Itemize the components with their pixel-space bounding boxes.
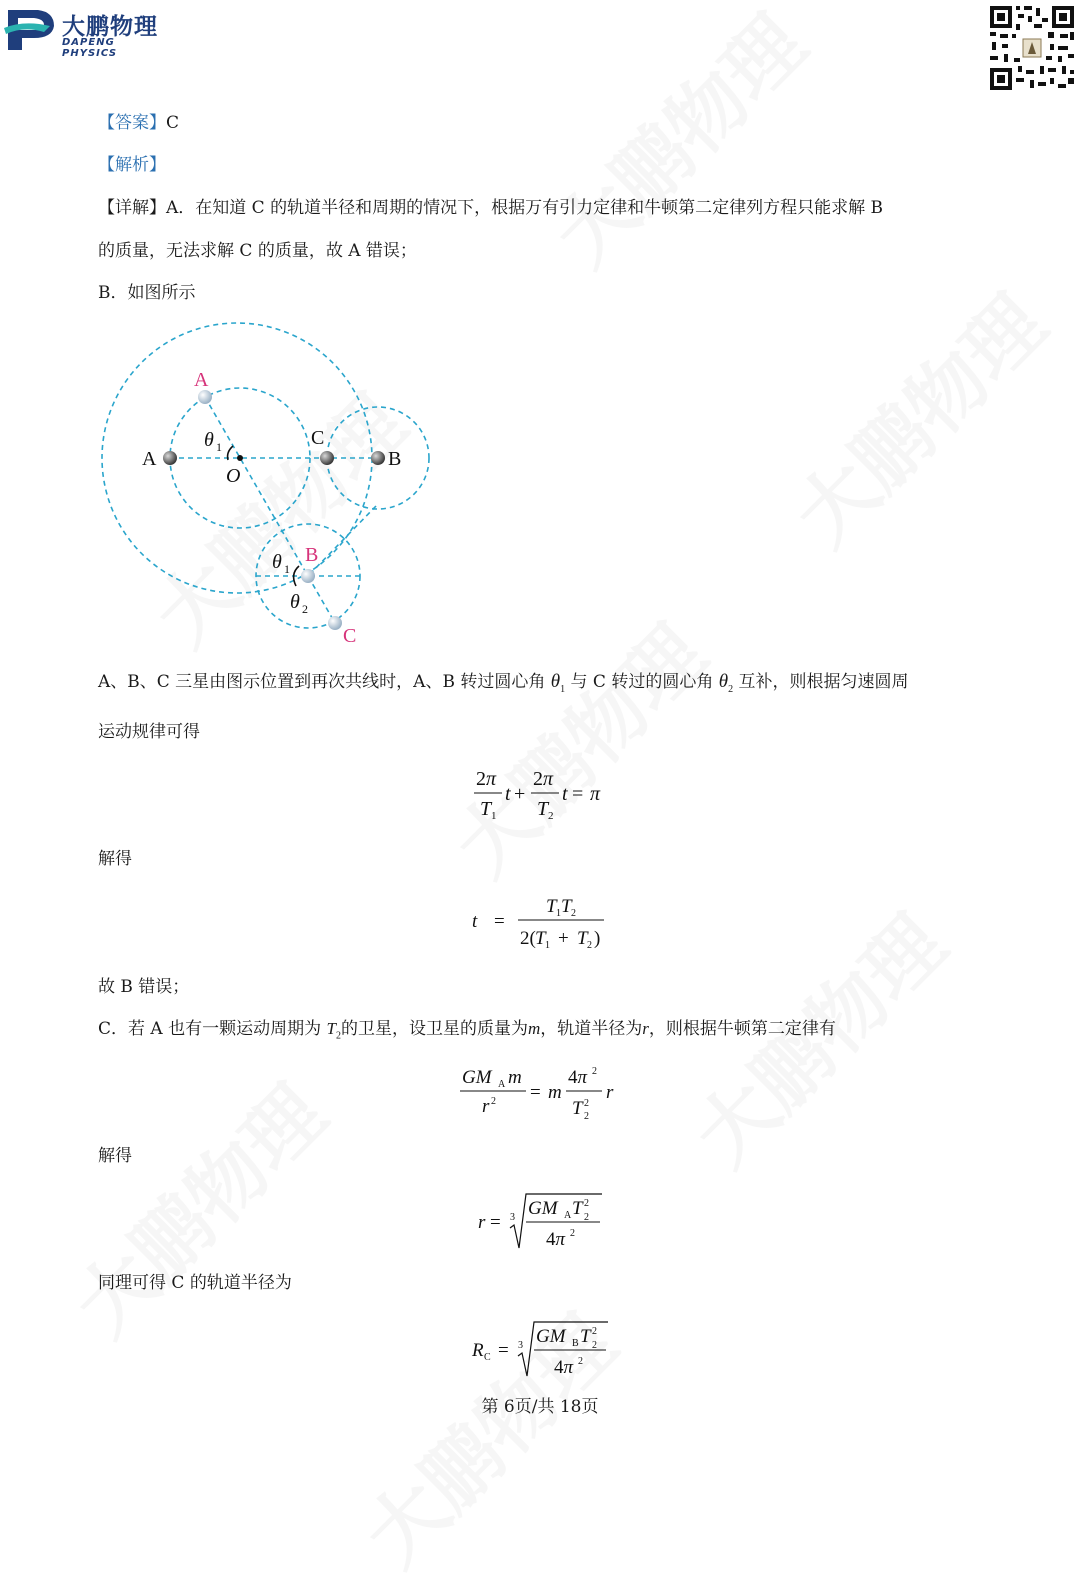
detail-text-2: 的质量，无法求解 C 的质量，故 A 错误； xyxy=(98,241,417,261)
label-theta1-top-sub: 1 xyxy=(216,440,222,454)
svg-text:2: 2 xyxy=(587,940,592,951)
para-b-line-2 xyxy=(98,720,200,744)
svg-text:C: C xyxy=(484,1352,491,1363)
answer-value: C xyxy=(166,113,180,133)
svg-text:T: T xyxy=(537,798,549,820)
svg-text:2: 2 xyxy=(592,1326,597,1337)
watermark xyxy=(426,596,726,896)
para-b-text-b: 与 C 转过的圆心角 xyxy=(570,672,714,692)
label-c-mid: C xyxy=(311,427,325,449)
answer-tag: 【答案】 xyxy=(98,113,166,133)
solve-text-1: 解得 xyxy=(98,849,132,869)
c-text-d: ，则根据牛顿第二定律有 xyxy=(648,1019,836,1039)
r-symbol: r xyxy=(642,1019,649,1038)
c-line xyxy=(98,1017,836,1048)
svg-text:B: B xyxy=(572,1338,579,1349)
label-c-low: C xyxy=(343,625,357,647)
star-a-left xyxy=(163,451,177,465)
para-b-line-1 xyxy=(98,670,909,702)
logo-mark-icon xyxy=(4,6,58,52)
brand-name-cn: 大鹏物理 xyxy=(62,14,158,40)
svg-text:r: r xyxy=(478,1212,486,1233)
svg-text:T: T xyxy=(572,1098,583,1119)
svg-text:m: m xyxy=(548,1082,562,1103)
svg-text:=: = xyxy=(494,911,505,932)
svg-text:2: 2 xyxy=(584,1212,589,1223)
svg-text:1: 1 xyxy=(556,908,561,919)
svg-text:π: π xyxy=(590,783,601,805)
label-theta1-low: θ xyxy=(272,551,282,573)
b-wrong-text: 故 B 错误； xyxy=(98,977,190,997)
qr-code-icon xyxy=(988,4,1076,92)
label-theta2: θ xyxy=(290,591,300,613)
label-b-low: B xyxy=(305,544,319,566)
svg-text:A: A xyxy=(564,1210,572,1221)
svg-text:3: 3 xyxy=(518,1340,523,1351)
star-c-mid xyxy=(320,451,334,465)
svg-text:=: = xyxy=(490,1212,501,1233)
svg-text:T: T xyxy=(480,798,492,820)
svg-text:4π: 4π xyxy=(568,1067,588,1088)
answer-line xyxy=(98,111,179,135)
svg-text:=: = xyxy=(572,783,584,805)
svg-text:T: T xyxy=(546,896,557,917)
para-b-text-a: A、B、C 三星由图示位置到再次共线时，A、B 转过圆心角 xyxy=(98,672,546,692)
para-b-text-c: 互补，则根据匀速圆周 xyxy=(738,672,909,692)
label-theta1-low-sub: 1 xyxy=(284,562,290,576)
svg-text:T: T xyxy=(572,1198,583,1219)
svg-text:2: 2 xyxy=(578,1356,583,1367)
analysis-line xyxy=(98,153,166,177)
b-intro-line xyxy=(98,281,196,305)
svg-text:m: m xyxy=(508,1067,522,1088)
star-a-top xyxy=(198,390,212,404)
label-b-right: B xyxy=(388,448,402,470)
star-b-right xyxy=(371,451,385,465)
label-a-left: A xyxy=(142,448,157,470)
svg-text:T: T xyxy=(580,1326,591,1347)
svg-text:GM: GM xyxy=(536,1326,566,1347)
formula-radius-rc xyxy=(470,1318,620,1380)
svg-text:=: = xyxy=(530,1082,541,1103)
theta2-symbol: $\theta_2$ xyxy=(718,671,734,695)
svg-text:GM: GM xyxy=(462,1067,492,1088)
label-theta1-top: θ xyxy=(204,429,214,451)
svg-text:): ) xyxy=(594,928,601,949)
svg-text:3: 3 xyxy=(510,1212,515,1223)
solve-label-2 xyxy=(98,1144,132,1168)
svg-text:A: A xyxy=(498,1079,506,1090)
formula-radius-r xyxy=(476,1190,616,1252)
b-wrong-line xyxy=(98,975,189,999)
svg-text:=: = xyxy=(498,1340,509,1361)
detail-text-1: A．在知道 C 的轨道半径和周期的情况下，根据万有引力定律和牛顿第二定律列方程只能求解 B xyxy=(166,198,883,218)
svg-text:T: T xyxy=(535,928,546,949)
para-b-text-2: 运动规律可得 xyxy=(98,722,200,742)
star-b-low xyxy=(301,569,315,583)
svg-text:2π: 2π xyxy=(533,768,554,790)
formula-time-result xyxy=(468,892,618,954)
m-symbol: m xyxy=(527,1019,541,1038)
svg-text:t: t xyxy=(562,783,568,805)
formula-newton-second-law xyxy=(460,1062,630,1124)
svg-text:2: 2 xyxy=(548,810,554,822)
svg-text:1: 1 xyxy=(491,810,497,822)
svg-text:R: R xyxy=(472,1340,484,1361)
watermark xyxy=(526,0,826,286)
orbit-diagram xyxy=(100,318,440,648)
svg-text:4π: 4π xyxy=(546,1229,566,1250)
svg-text:2: 2 xyxy=(584,1111,589,1122)
svg-text:T: T xyxy=(561,896,572,917)
svg-text:2: 2 xyxy=(592,1066,597,1077)
svg-text:2: 2 xyxy=(584,1098,589,1109)
formula-period-sum xyxy=(470,764,620,824)
detail-tag: 【详解】 xyxy=(98,198,166,218)
theta1-arc-top xyxy=(228,446,233,460)
svg-text:4π: 4π xyxy=(554,1357,574,1378)
b-intro-text: B．如图所示 xyxy=(98,283,196,303)
solve-label-1 xyxy=(98,847,132,871)
svg-text:2(: 2( xyxy=(520,928,536,949)
solve-text-2: 解得 xyxy=(98,1146,132,1166)
brand-logo xyxy=(4,6,174,59)
label-theta2-sub: 2 xyxy=(302,602,308,616)
theta1-symbol: $\theta_1$ xyxy=(550,671,566,695)
t2-symbol: $T_2$ xyxy=(326,1019,341,1042)
svg-text:2: 2 xyxy=(592,1340,597,1351)
svg-text:2: 2 xyxy=(491,1096,496,1107)
svg-text:T: T xyxy=(577,928,588,949)
star-c-low xyxy=(328,616,342,630)
svg-text:+: + xyxy=(558,928,569,949)
svg-text:2π: 2π xyxy=(476,768,497,790)
center-o xyxy=(237,455,243,461)
svg-text:2: 2 xyxy=(584,1198,589,1209)
similarly-line xyxy=(98,1271,292,1295)
svg-text:t: t xyxy=(505,783,511,805)
c-text-a: C．若 A 也有一颗运动周期为 xyxy=(98,1019,322,1039)
detail-line-1 xyxy=(98,196,883,220)
c-text-c: ，轨道半径为 xyxy=(540,1019,643,1039)
svg-text:+: + xyxy=(514,783,526,805)
brand-name-en: DAPENG PHYSICS xyxy=(62,37,118,59)
svg-text:r: r xyxy=(606,1082,614,1103)
similarly-text: 同理可得 C 的轨道半径为 xyxy=(98,1273,292,1293)
detail-line-2 xyxy=(98,239,417,263)
page-footer: 第 6页/共 18页 xyxy=(481,1397,599,1417)
label-a-top: A xyxy=(194,369,209,391)
svg-text:2: 2 xyxy=(570,1228,575,1239)
svg-text:t: t xyxy=(472,911,478,932)
watermark xyxy=(766,266,1066,566)
watermark xyxy=(46,1056,346,1356)
svg-text:GM: GM xyxy=(528,1198,558,1219)
svg-text:2: 2 xyxy=(571,908,576,919)
svg-text:1: 1 xyxy=(545,940,550,951)
label-o: O xyxy=(226,465,241,487)
analysis-tag: 【解析】 xyxy=(98,155,166,175)
svg-text:r: r xyxy=(482,1096,490,1117)
c-text-b: 的卫星，设卫星的质量为 xyxy=(340,1019,528,1039)
